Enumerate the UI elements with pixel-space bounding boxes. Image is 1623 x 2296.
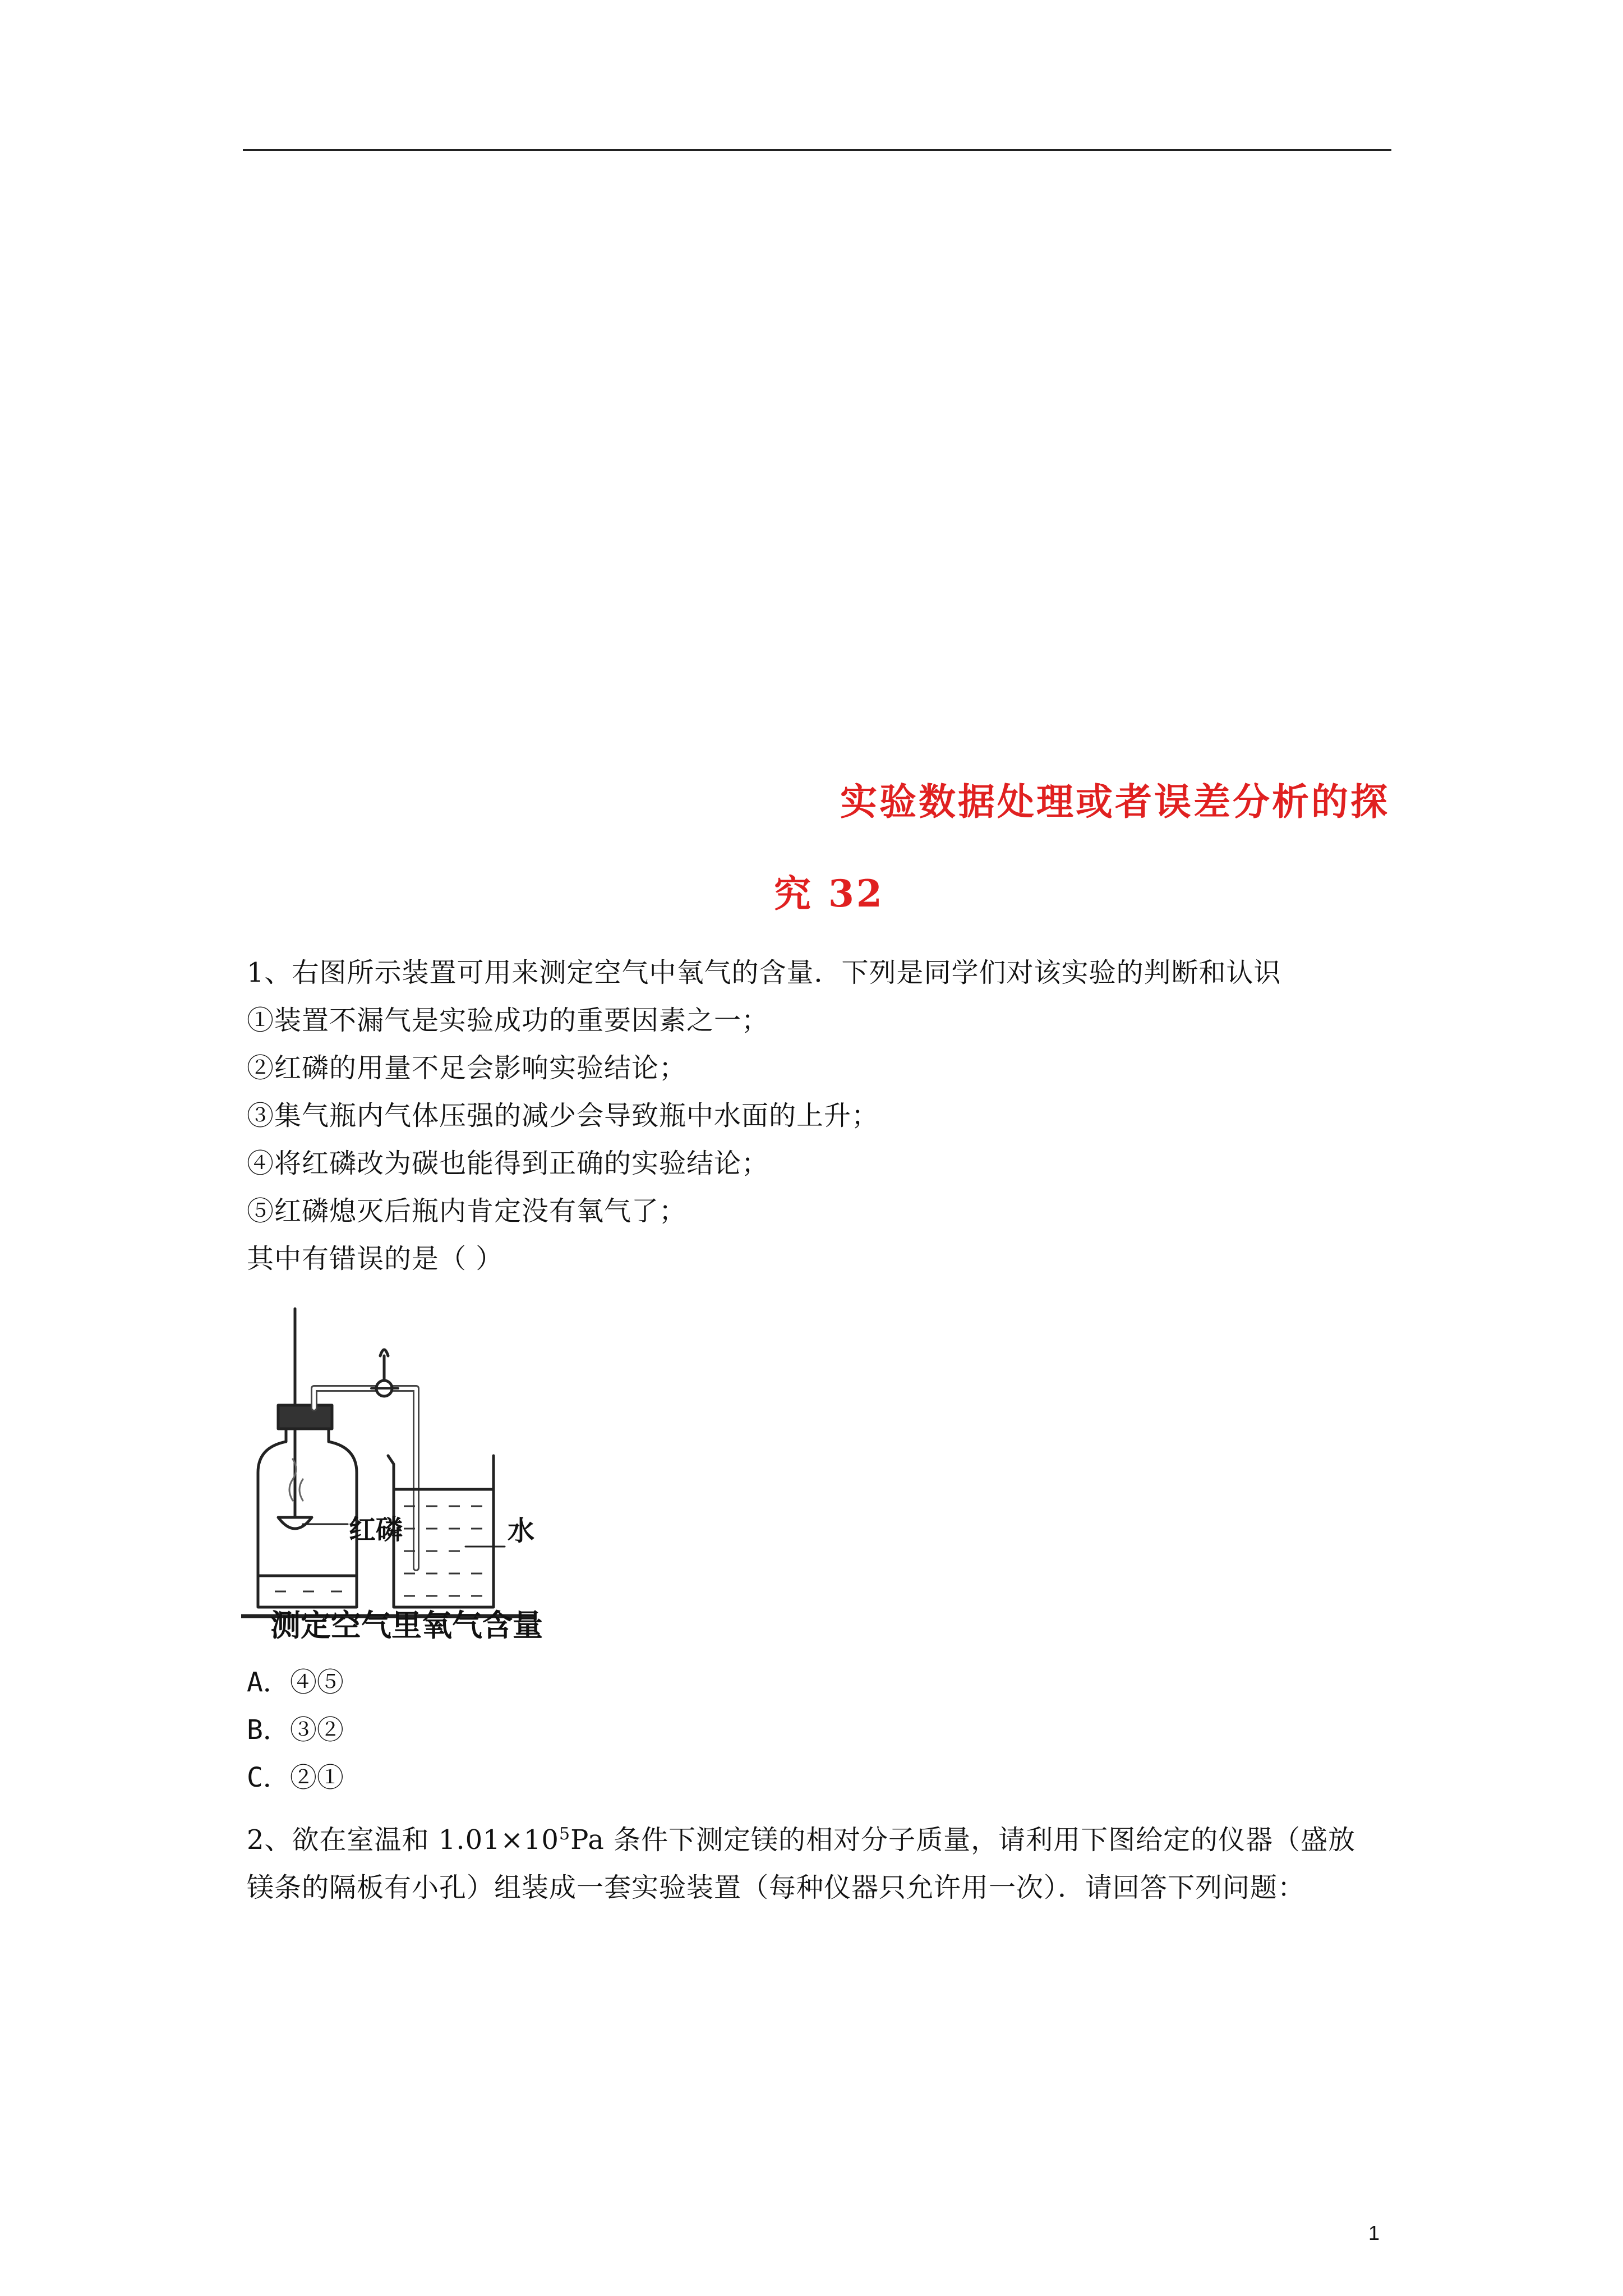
option-c: C．②① — [247, 1762, 344, 1793]
page-title-line-1: 实验数据处理或者误差分析的探 — [840, 780, 1390, 823]
header-rule — [243, 149, 1391, 151]
question-1-stem: 1、右图所示装置可用来测定空气中氧气的含量．下列是同学们对该实验的判断和认识 — [247, 957, 1281, 988]
question-1-statement-2: ②红磷的用量不足会影响实验结论； — [247, 1052, 687, 1084]
question-1-statement-1: ①装置不漏气是实验成功的重要因素之一； — [247, 1005, 769, 1036]
page-number: 1 — [1368, 2221, 1380, 2244]
option-a: A．④⑤ — [247, 1667, 344, 1698]
red-phosphorus-label: 红磷 — [349, 1514, 403, 1545]
question-2-line-1-part-2: Pa 条件下测定镁的相对分子质量，请利用下图给定的仪器（盛放 — [570, 1824, 1356, 1856]
question-1-statement-5: ⑤红磷熄灭后瓶内肯定没有氧气了； — [247, 1195, 687, 1227]
water-label: 水 — [508, 1515, 535, 1547]
page-title-line-2: 究 32 — [774, 872, 884, 915]
question-1-statement-3: ③集气瓶内气体压强的减少会导致瓶中水面的上升； — [247, 1100, 879, 1131]
option-b: B．③② — [247, 1714, 344, 1746]
question-2-exponent: 5 — [559, 1824, 571, 1844]
oxygen-measurement-apparatus-diagram — [241, 1304, 600, 1652]
question-2-line-1 — [247, 1824, 1356, 1856]
question-2-line-2: 镁条的隔板有小孔）组装成一套实验装置（每种仪器只允许用一次）．请回答下列问题： — [247, 1872, 1306, 1903]
question-1-statement-4: ④将红磷改为碳也能得到正确的实验结论； — [247, 1148, 769, 1179]
question-1-prompt: 其中有错误的是（ ） — [247, 1243, 504, 1274]
question-2-line-1-part-1: 2、欲在室温和 1.01×10 — [247, 1824, 559, 1856]
diagram-caption: 测定空气里氧气含量 — [270, 1608, 543, 1643]
